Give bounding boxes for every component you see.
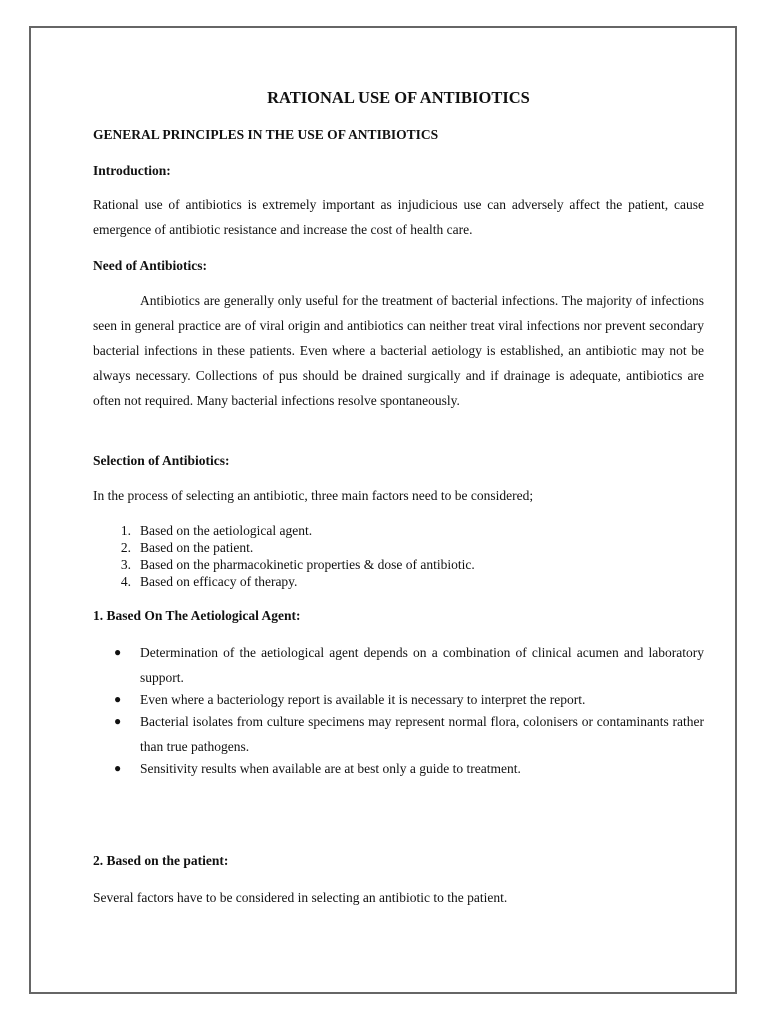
introduction-heading: Introduction:: [93, 163, 171, 178]
list-item: ● Even where a bacteriology report is available it is necessary to interpret the report.: [114, 692, 586, 707]
factors-list: [93, 522, 475, 590]
list-item: ● Bacterial isolates from culture specimens may represent normal flora, colonisers or contaminants rather than true pathogens.: [93, 709, 704, 759]
list-item: 4. Based on efficacy of therapy.: [120, 574, 298, 589]
bullet-icon: ●: [114, 714, 122, 728]
selection-paragraph: In the process of selecting an antibiotic, three main factors need to be considered;: [93, 488, 534, 503]
document-title: RATIONAL USE OF ANTIBIOTICS: [267, 88, 530, 107]
list-item: 3. Based on the pharmacokinetic properties & dose of antibiotic.: [120, 557, 475, 572]
list-item: 2. Based on the patient.: [120, 540, 254, 555]
need-paragraph: Antibiotics are generally only useful for the treatment of bacterial infections. The majority of infections seen in general practice are of viral origin and antibiotics can neither treat viral infections nor prevent secondary bacterial infections in these patients. Even where a bacterial aetiology is established, an antibiotic may not be always necessary. Collections of pus should be drained surgically and if drainage is adequate, antibiotics are often not required. Many bacterial infections resolve spontaneously.: [93, 293, 704, 408]
list-item: ● Sensitivity results when available are at best only a guide to treatment.: [114, 761, 521, 776]
bullet-icon: ●: [114, 645, 122, 659]
aetiological-agent-heading: 1. Based On The Aetiological Agent:: [93, 608, 301, 623]
bullet-icon: ●: [114, 761, 122, 775]
list-item: 1. Based on the aetiological agent.: [120, 523, 313, 538]
section-subtitle: GENERAL PRINCIPLES IN THE USE OF ANTIBIOTICS: [93, 127, 439, 142]
aetiological-agent-list: [93, 640, 704, 778]
bullet-icon: ●: [114, 692, 122, 706]
need-heading: Need of Antibiotics:: [93, 258, 207, 273]
patient-paragraph: Several factors have to be considered in selecting an antibiotic to the patient.: [93, 890, 508, 905]
selection-heading: Selection of Antibiotics:: [93, 453, 230, 468]
introduction-paragraph: Rational use of antibiotics is extremely important as injudicious use can adversely affect the patient, cause emergence of antibiotic resistance and increase the cost of health care.: [93, 197, 704, 237]
patient-heading: 2. Based on the patient:: [93, 853, 229, 868]
list-item: ● Determination of the aetiological agent depends on a combination of clinical acumen and laboratory support.: [93, 640, 704, 690]
